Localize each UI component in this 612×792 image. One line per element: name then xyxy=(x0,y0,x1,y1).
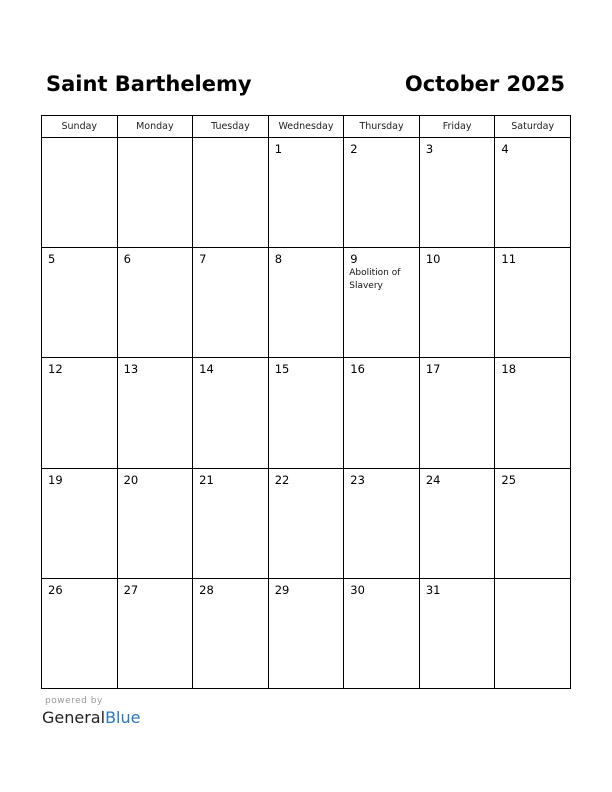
generalblue-logo[interactable] xyxy=(42,708,140,728)
day-cell[interactable] xyxy=(495,578,571,688)
day-cell[interactable] xyxy=(117,248,193,358)
country-title: Saint Barthelemy xyxy=(46,72,252,96)
day-number: 12 xyxy=(48,362,63,377)
day-number: 10 xyxy=(425,252,441,267)
day-number: 5 xyxy=(48,252,56,267)
day-number: 22 xyxy=(274,472,290,487)
day-cell[interactable] xyxy=(495,358,571,468)
day-cell[interactable] xyxy=(419,578,495,688)
day-cell[interactable] xyxy=(193,358,269,468)
day-cell[interactable] xyxy=(193,578,269,688)
day-number: 20 xyxy=(123,472,139,487)
day-number: 1 xyxy=(274,142,283,156)
weekday-header: Tuesday xyxy=(193,116,269,138)
day-number: 13 xyxy=(123,362,139,377)
day-cell[interactable] xyxy=(268,468,344,578)
week-row xyxy=(42,358,571,468)
holiday-event: Abolition of Slavery xyxy=(349,268,401,292)
week-row xyxy=(42,578,571,688)
day-cell[interactable] xyxy=(495,248,571,358)
day-number: 28 xyxy=(199,582,214,597)
day-cell[interactable] xyxy=(117,468,193,578)
day-number: 15 xyxy=(274,362,290,377)
day-number: 29 xyxy=(274,582,290,597)
day-number: 17 xyxy=(425,362,441,377)
day-number: 6 xyxy=(123,252,131,267)
day-number: 4 xyxy=(501,142,509,156)
day-cell[interactable] xyxy=(193,138,269,248)
day-cell[interactable] xyxy=(419,358,495,468)
brand-name-general: General xyxy=(42,708,106,727)
day-cell[interactable] xyxy=(419,468,495,578)
day-number: 8 xyxy=(274,252,283,267)
day-number: 19 xyxy=(48,472,63,487)
day-cell[interactable] xyxy=(268,248,344,358)
day-cell[interactable] xyxy=(268,138,344,248)
day-cell[interactable] xyxy=(344,578,420,688)
day-cell[interactable] xyxy=(42,358,118,468)
day-cell[interactable] xyxy=(419,138,495,248)
weekday-header-row xyxy=(42,116,571,138)
day-cell[interactable] xyxy=(42,468,118,578)
day-cell[interactable] xyxy=(268,358,344,468)
day-cell[interactable] xyxy=(495,138,571,248)
day-number: 14 xyxy=(199,362,214,377)
day-number: 7 xyxy=(199,252,207,267)
weekday-header: Friday xyxy=(419,116,495,138)
day-cell[interactable] xyxy=(268,578,344,688)
day-cell[interactable] xyxy=(344,358,420,468)
day-number: 21 xyxy=(199,472,214,487)
day-cell[interactable] xyxy=(42,248,118,358)
day-number: 27 xyxy=(123,582,139,597)
weekday-header: Sunday xyxy=(42,116,118,138)
day-number: 24 xyxy=(425,472,441,487)
weekday-header: Wednesday xyxy=(268,116,344,138)
day-number: 23 xyxy=(350,472,365,487)
day-cell[interactable] xyxy=(193,248,269,358)
weekday-header: Thursday xyxy=(344,116,420,138)
day-number: 25 xyxy=(501,472,517,487)
day-cell[interactable] xyxy=(344,248,420,358)
day-cell[interactable] xyxy=(42,578,118,688)
day-cell[interactable] xyxy=(117,358,193,468)
day-cell[interactable] xyxy=(117,138,193,248)
day-number: 11 xyxy=(501,252,517,267)
powered-by-label: powered by xyxy=(45,696,103,706)
day-cell[interactable] xyxy=(193,468,269,578)
week-row xyxy=(42,138,571,248)
day-cell[interactable] xyxy=(42,138,118,248)
day-number: 26 xyxy=(48,582,63,597)
day-number: 3 xyxy=(425,142,434,156)
day-cell[interactable] xyxy=(117,578,193,688)
day-cell[interactable] xyxy=(344,138,420,248)
day-number: 2 xyxy=(350,142,358,156)
day-cell[interactable] xyxy=(419,248,495,358)
day-number: 16 xyxy=(350,362,365,377)
day-cell[interactable] xyxy=(495,468,571,578)
day-number: 9 xyxy=(350,252,358,267)
week-row xyxy=(42,248,571,358)
calendar-grid xyxy=(41,115,571,689)
brand-name-blue: Blue xyxy=(105,708,141,727)
day-number: 18 xyxy=(501,362,517,377)
weekday-header: Monday xyxy=(117,116,193,138)
month-year-title: October 2025 xyxy=(404,72,565,96)
day-number: 30 xyxy=(350,582,365,597)
day-number: 31 xyxy=(425,582,441,597)
day-cell[interactable] xyxy=(344,468,420,578)
week-row xyxy=(42,468,571,578)
weekday-header: Saturday xyxy=(495,116,571,138)
